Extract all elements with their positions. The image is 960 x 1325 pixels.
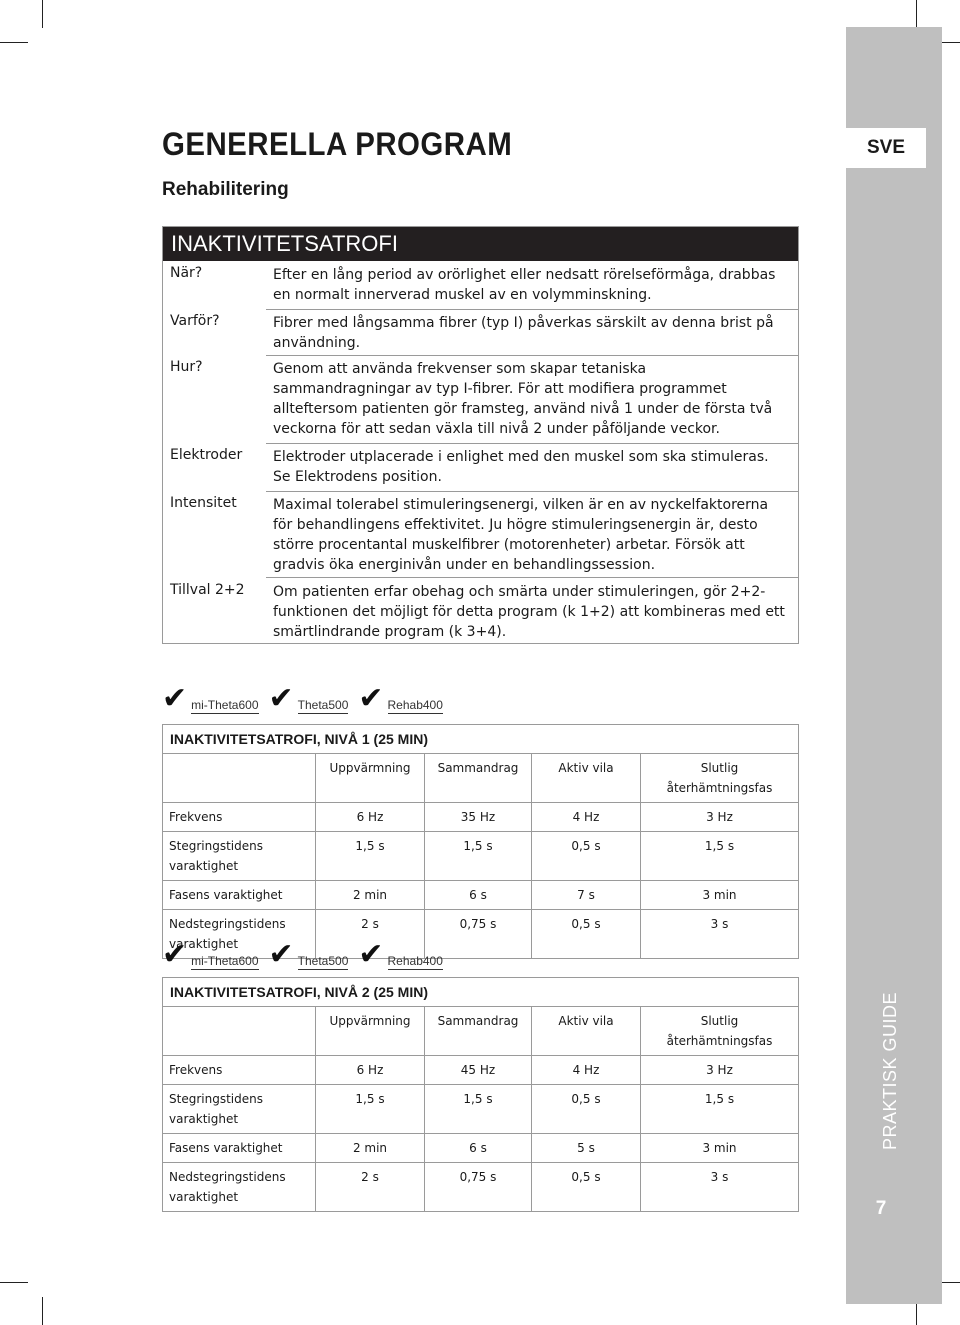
device-compatibility-row: [162, 681, 453, 716]
table-row: [163, 1056, 799, 1085]
device-label: Theta500: [297, 698, 349, 712]
column-header: Sammandrag: [425, 754, 532, 803]
row-label: Fasens varaktighet: [163, 881, 316, 910]
table-title: INAKTIVITETSATROFI, NIVÅ 1 (25 MIN): [163, 725, 799, 754]
info-text: Maximal tolerabel stimuleringsenergi, vilken är en av nyckelfaktorerna för behandlingens effektivitet. Ju högre stimuleringsenergin är, desto större procentantal muskelfibrer (motorenheter) arbetar. Försök att gradvis öka energinivån under en behandlingssession.: [273, 497, 769, 573]
checkmark-icon: ✔: [162, 681, 188, 716]
table-corner-cell: [163, 754, 316, 803]
table-cell: 1,5 s: [641, 832, 799, 881]
info-label: Tillval 2+2: [170, 582, 245, 598]
device-label: mi-Theta600: [191, 698, 259, 712]
table-row: [163, 803, 799, 832]
crop-mark: [42, 1297, 43, 1325]
table-cell: 0,75 s: [425, 910, 532, 959]
table-row: [163, 881, 799, 910]
table-cell: 4 Hz: [532, 1056, 641, 1085]
device-label: Theta500: [297, 954, 349, 968]
table-cell: 1,5 s: [425, 832, 532, 881]
info-text: Genom att använda frekvenser som skapar tetaniska sammandragningar av typ I-fibrer. För att modifiera programmet allteftersom patienten gör framsteg, använd nivå 1 under de första två veckorna för att sedan växla till nivå 2 under påföljande veckor.: [273, 361, 773, 437]
table-title: INAKTIVITETSATROFI, NIVÅ 2 (25 MIN): [163, 978, 799, 1007]
table-cell: 6 s: [425, 1134, 532, 1163]
table-cell: 5 s: [532, 1134, 641, 1163]
table-cell: 4 Hz: [532, 803, 641, 832]
checkmark-icon: ✔: [162, 937, 188, 972]
device-label: Rehab400: [387, 698, 443, 712]
table-row: [163, 832, 799, 881]
table-cell: 0,5 s: [532, 910, 641, 959]
table-cell: 3 s: [641, 1163, 799, 1212]
table-cell: 45 Hz: [425, 1056, 532, 1085]
divider: [266, 491, 798, 492]
crop-mark: [916, 0, 917, 28]
crop-mark: [42, 0, 43, 28]
table-row: [163, 1134, 799, 1163]
table-cell: 3 min: [641, 881, 799, 910]
table-cell: 6 Hz: [316, 1056, 425, 1085]
info-label: När?: [170, 265, 203, 281]
table-title-row: [163, 978, 799, 1007]
language-tab: SVE: [846, 128, 926, 168]
info-text: Om patienten erfar obehag och smärta under stimuleringen, gör 2+2-funktionen det möjligt för detta program (k 1+2) att kombineras med ett smärtlindrande program (k 3+4).: [273, 584, 785, 640]
divider: [266, 443, 798, 444]
table-cell: 1,5 s: [425, 1085, 532, 1134]
row-label: Stegringstidens varaktighet: [163, 832, 316, 881]
table-row: [163, 1163, 799, 1212]
divider: [266, 309, 798, 310]
table-cell: 3 s: [641, 910, 799, 959]
table-corner-cell: [163, 1007, 316, 1056]
table-cell: 35 Hz: [425, 803, 532, 832]
divider: [266, 355, 798, 356]
table-cell: 3 Hz: [641, 803, 799, 832]
table-cell: 0,5 s: [532, 1085, 641, 1134]
table-cell: 0,75 s: [425, 1163, 532, 1212]
column-header: Slutlig återhämtningsfas: [641, 754, 799, 803]
column-header: Aktiv vila: [532, 1007, 641, 1056]
program-info-box: [162, 226, 799, 644]
table-header-row: [163, 754, 799, 803]
info-text: Efter en lång period av orörlighet eller nedsatt rörelseförmåga, drabbas en normalt innerverad muskel av en volymminskning.: [273, 267, 776, 303]
checkmark-icon: ✔: [268, 681, 294, 716]
crop-mark: [0, 42, 28, 43]
table-cell: 2 s: [316, 910, 425, 959]
info-header: INAKTIVITETSATROFI: [163, 227, 798, 261]
column-header: Aktiv vila: [532, 754, 641, 803]
page-title: GENERELLA PROGRAM: [162, 126, 513, 162]
column-header: Uppvärmning: [316, 1007, 425, 1056]
table-cell: 0,5 s: [532, 1163, 641, 1212]
column-header: Slutlig återhämtningsfas: [641, 1007, 799, 1056]
table-cell: 0,5 s: [532, 832, 641, 881]
column-header: Sammandrag: [425, 1007, 532, 1056]
row-label: Nedstegringstidens varaktighet: [163, 910, 316, 959]
info-text: Fibrer med långsamma fibrer (typ I) påverkas särskilt av denna brist på användning.: [273, 315, 774, 351]
crop-mark: [0, 1282, 28, 1283]
row-label: Fasens varaktighet: [163, 1134, 316, 1163]
info-label: Varför?: [170, 313, 220, 329]
table-cell: 6 Hz: [316, 803, 425, 832]
table-cell: 2 min: [316, 1134, 425, 1163]
table-cell: 2 min: [316, 881, 425, 910]
table-header-row: [163, 1007, 799, 1056]
table-cell: 1,5 s: [641, 1085, 799, 1134]
table-cell: 7 s: [532, 881, 641, 910]
table-cell: 3 min: [641, 1134, 799, 1163]
info-label: Hur?: [170, 359, 203, 375]
table-row: [163, 1085, 799, 1134]
divider: [266, 577, 798, 578]
checkmark-icon: ✔: [358, 937, 384, 972]
section-side-label: PRAKTISK GUIDE: [880, 991, 900, 1150]
device-compatibility-row: [162, 937, 453, 972]
device-label: mi-Theta600: [191, 954, 259, 968]
checkmark-icon: ✔: [358, 681, 384, 716]
row-label: Frekvens: [163, 1056, 316, 1085]
info-label: Elektroder: [170, 447, 243, 463]
info-text: Elektroder utplacerade i enlighet med den muskel som ska stimuleras. Se Elektrodens position.: [273, 449, 769, 485]
row-label: Nedstegringstidens varaktighet: [163, 1163, 316, 1212]
column-header: Uppvärmning: [316, 754, 425, 803]
table-cell: 3 Hz: [641, 1056, 799, 1085]
program-table: [162, 724, 799, 959]
table-cell: 6 s: [425, 881, 532, 910]
table-cell: 1,5 s: [316, 1085, 425, 1134]
info-label: Intensitet: [170, 495, 237, 511]
table-cell: 1,5 s: [316, 832, 425, 881]
program-table: [162, 977, 799, 1212]
row-label: Frekvens: [163, 803, 316, 832]
device-label: Rehab400: [387, 954, 443, 968]
page-number: 7: [875, 1198, 887, 1219]
checkmark-icon: ✔: [268, 937, 294, 972]
table-cell: 2 s: [316, 1163, 425, 1212]
page-subtitle: Rehabilitering: [162, 179, 289, 200]
table-title-row: [163, 725, 799, 754]
row-label: Stegringstidens varaktighet: [163, 1085, 316, 1134]
